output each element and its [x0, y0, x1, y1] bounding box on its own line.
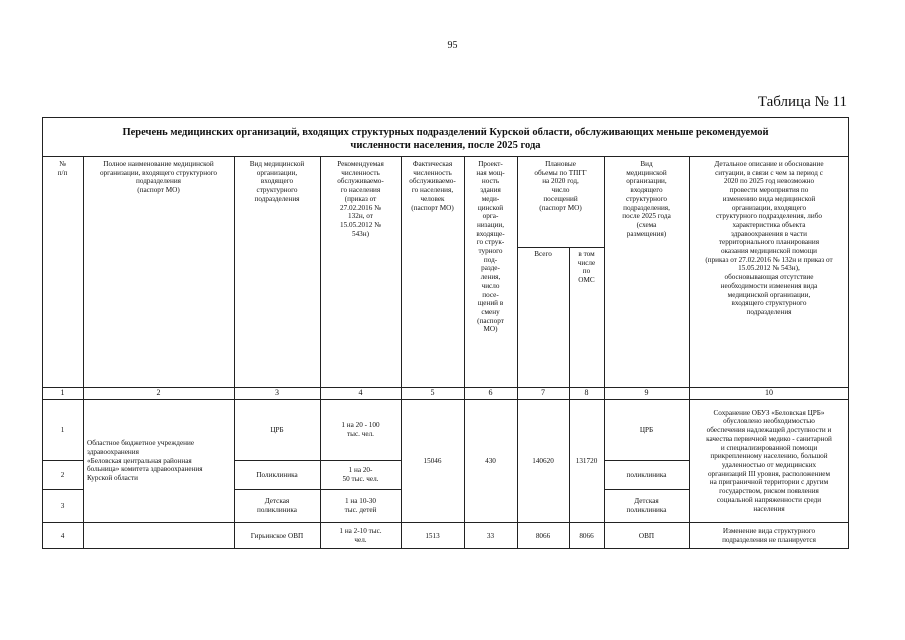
colnum-8: 8: [584, 388, 589, 398]
merged-planned-total: 140620: [532, 456, 554, 465]
org-full-name: Областное бюджетное учреждение здравоохранения «Беловская центральная районная больница» комитета здравоохранения Курской области: [87, 439, 203, 483]
merged-description: Сохранение ОБУЗ «Беловская ЦРБ» обусловлено необходимостью обеспечения надлежащей доступности и качества первичной медико - санитарной и специализированной помощи прикрепленному населению, большой удаленностью от медицинских организаций III уровня, расположением на приграничной территории с другим государством, риском появления социальной напряженности среди населения: [706, 408, 832, 513]
row4-capacity: 33: [486, 531, 495, 540]
header-oms: в том числе по ОМС: [577, 250, 596, 285]
row1-recommended: 1 на 20 - 100 тыс. чел.: [341, 421, 380, 438]
row2-number: 2: [60, 470, 65, 479]
colnum-7: 7: [541, 388, 545, 398]
row2-recommended: 1 на 20- 50 тыс. чел.: [342, 466, 379, 483]
header-number: № п/п: [57, 160, 68, 177]
header-total: Всего: [534, 250, 552, 258]
colnum-1: 1: [60, 388, 65, 398]
row4-description: Изменение вида структурного подразделения не планируется: [722, 527, 816, 544]
header-type-after-2025: Вид медицинской организации, входящего структурного подразделения, после 2025 года (схема размещения): [622, 160, 671, 238]
row4-type: Гирьинское ОВП: [250, 531, 304, 540]
plan-subheader-rule: [517, 247, 604, 248]
row3-number: 3: [60, 501, 65, 510]
colnum-6: 6: [488, 388, 493, 398]
row2-type-after: поликлиника: [626, 470, 667, 479]
row3-type: Детская поликлиника: [257, 497, 297, 514]
header-actual: Фактическая численность обслуживаемо- го населения, человек (паспорт МО): [409, 160, 456, 212]
header-org-name: Полное наименование медицинской организации, входящего структурного подразделения (паспорт МО): [99, 160, 218, 195]
row4-total: 8066: [535, 531, 551, 540]
row4-recommended: 1 на 2-10 тыс. чел.: [339, 527, 382, 544]
header-capacity: Проект- ная мощ- ность здания меди- цинской орга- низации, входяще- го струк- турного под- разде- ления, число посе- щений в смену (паспорт МО): [476, 160, 505, 334]
header-planned-volumes: Плановые объемы по ТПГГ на 2020 год, число посещений (паспорт МО): [534, 160, 587, 212]
colnum-4: 4: [358, 388, 363, 398]
colnum-9: 9: [644, 388, 649, 398]
header-org-type: Вид медицинской организации, входящего структурного подразделения: [249, 160, 305, 203]
header-top-rule: [42, 156, 849, 157]
colnum-5: 5: [430, 388, 435, 398]
row4-type-after: ОВП: [638, 531, 655, 540]
row2-type: Поликлиника: [256, 470, 298, 479]
merged-planned-oms: 131720: [575, 456, 598, 465]
row1-number: 1: [60, 425, 65, 434]
table-label: Таблица № 11: [757, 94, 847, 110]
merged-actual-population: 15046: [423, 456, 442, 465]
page-number: 95: [447, 40, 458, 51]
colnum-3: 3: [275, 388, 279, 398]
table-title: Перечень медицинских организаций, входящих структурных подразделений Курской области, обслуживающих меньше рекомендуемой численности населения, после 2025 года: [122, 127, 769, 151]
row4-oms: 8066: [579, 531, 594, 540]
row1-type-after: ЦРБ: [639, 425, 654, 434]
colnum-2: 2: [156, 388, 161, 398]
header-description: Детальное описание и обоснование ситуации, в связи с чем за период с 2020 по 2025 год невозможно провести мероприятия по изменению вида медицинской организации, входящего структурного подразделения, либо характеристика объекта здравоохранения в части территориального планирования оказания медицинской помощи (приказ от 27.02.2016 № 132н и приказ от 15.05.2012 № 543н), обосновывающая отсутствие необходимости изменения вида медицинской организации, входящего структурного подразделения: [705, 160, 833, 316]
row3-type-after: Детская поликлиника: [626, 497, 667, 514]
header-recommended: Рекомендуемая численность обслуживаемо- го населения (приказ от 27.02.2016 № 132н, от 15.05.2012 № 543н): [337, 160, 384, 238]
row1-type: ЦРБ: [270, 425, 284, 434]
row4-number: 4: [60, 531, 65, 540]
colnum-10: 10: [765, 388, 773, 398]
row3-recommended: 1 на 10-30 тыс. детей: [344, 497, 377, 514]
row4-actual: 1513: [425, 531, 440, 540]
merged-capacity: 430: [485, 456, 496, 465]
